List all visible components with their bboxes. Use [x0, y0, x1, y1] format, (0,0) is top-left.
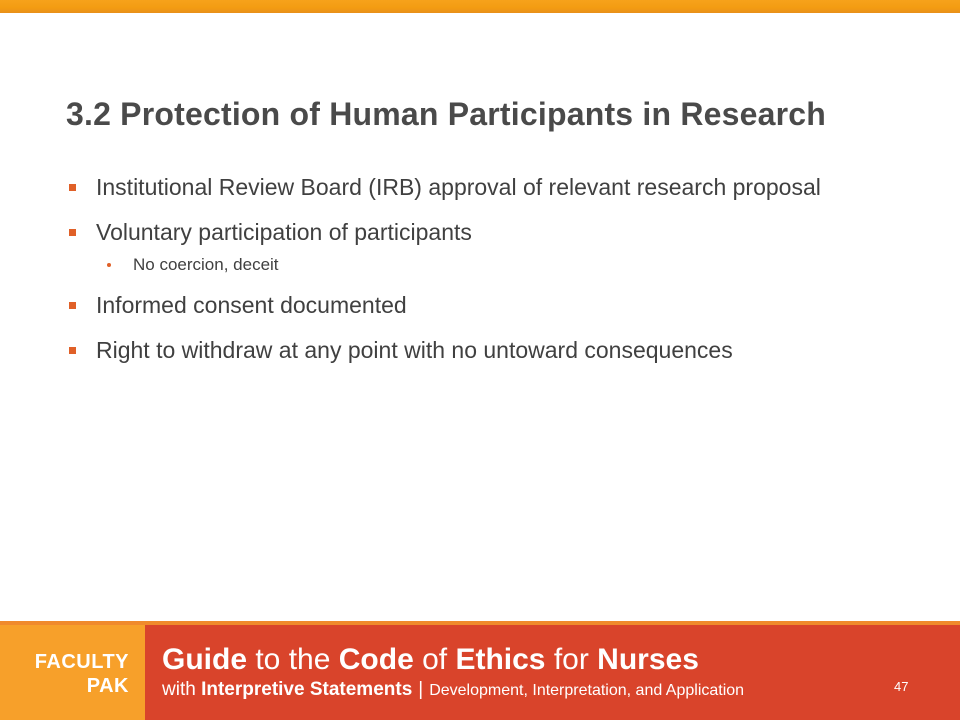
subtitle-rest: Development, Interpretation, and Application	[429, 682, 745, 699]
sub-bullet-text: No coercion, deceit	[133, 255, 279, 274]
faculty-pak-logo	[0, 625, 145, 720]
footer-banner	[0, 625, 960, 720]
square-bullet-icon	[69, 184, 76, 191]
guide-subtitle	[162, 679, 744, 701]
bullet-text: Right to withdraw at any point with no untoward consequences	[96, 337, 733, 363]
bullet-list	[68, 170, 868, 378]
bullet-text: Institutional Review Board (IRB) approval of relevant research proposal	[96, 174, 821, 200]
title-connector: to the	[247, 643, 339, 676]
title-word-ethics: Ethics	[455, 643, 546, 676]
square-bullet-icon	[69, 229, 76, 236]
title-word-guide: Guide	[162, 643, 248, 676]
bullet-text: Informed consent documented	[96, 292, 407, 318]
square-bullet-icon	[69, 302, 76, 309]
logo-line-pak: PAK	[86, 675, 129, 697]
title-word-code: Code	[338, 643, 414, 676]
dot-bullet-icon	[107, 263, 111, 267]
page-number: 47	[894, 679, 909, 694]
bullet-item	[68, 170, 868, 204]
slide-title: 3.2 Protection of Human Participants in Research	[66, 96, 827, 132]
bullet-item	[68, 333, 868, 367]
title-word-nurses: Nurses	[597, 643, 699, 676]
subtitle-separator: |	[418, 679, 424, 700]
title-connector: for	[545, 643, 598, 676]
sub-bullet-item	[96, 253, 868, 277]
guide-title	[162, 643, 699, 677]
subtitle-with: with	[162, 679, 202, 700]
bullet-item	[68, 288, 868, 322]
logo-line-faculty: FACULTY	[34, 651, 129, 673]
subtitle-interpretive: Interpretive Statements	[201, 679, 413, 700]
top-accent-bar	[0, 0, 960, 13]
bullet-item	[68, 215, 868, 277]
title-connector: of	[413, 643, 456, 676]
bullet-text: Voluntary participation of participants	[96, 219, 472, 245]
square-bullet-icon	[69, 347, 76, 354]
sub-bullet-list	[96, 253, 868, 277]
